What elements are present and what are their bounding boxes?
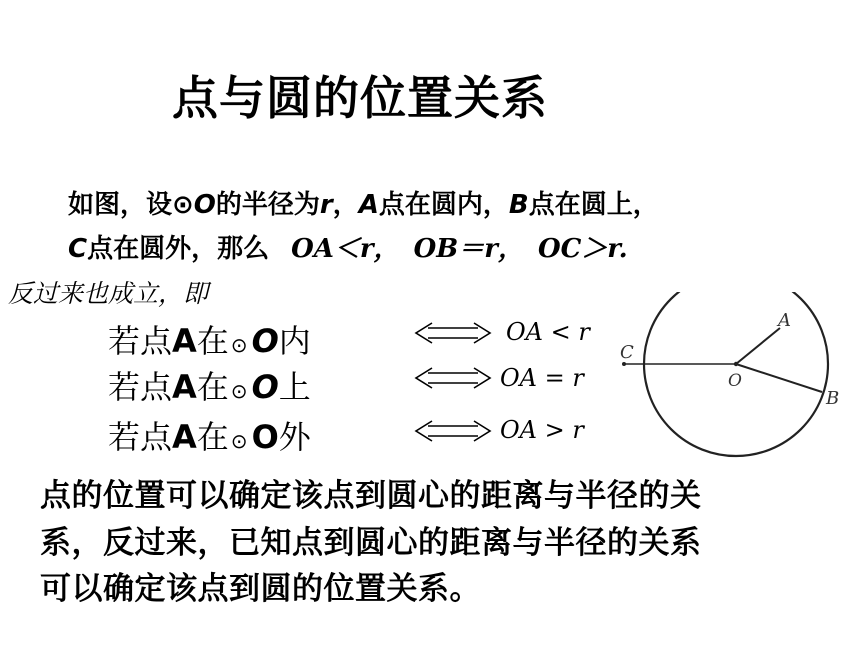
intro-text: 如图，设⊙ [68,190,194,220]
position-word: 内 [278,322,311,360]
conclusion-line-2: 系，反过来，已知点到圆心的距离与半径的关系 [40,525,702,561]
relation-less: OA < r [506,318,590,346]
point-b-label: B [508,190,529,220]
label-c: C [620,342,634,363]
converse-statement: 反过来也成立，即 [8,279,209,308]
center-label: O [251,322,279,360]
condition-outside [108,412,311,458]
intro-text: ， [332,190,359,220]
condition-text: 若点 [108,322,173,360]
intro-text: 点在圆外，那么 [87,234,270,264]
label-a: A [778,310,791,331]
point-c-label: C [68,234,88,264]
double-arrow-icon [414,420,492,442]
circle-symbol: ⊙ [230,333,248,357]
condition-text: 在 [196,418,229,456]
point-label: A [172,368,197,406]
condition-on [108,362,311,408]
intro-text: 点在圆上， [528,190,659,220]
condition-text: 在 [196,368,229,406]
double-arrow-icon [414,367,492,389]
segment-oa [736,328,780,364]
condition-text: 在 [196,322,229,360]
circle-diagram [618,292,850,464]
circle-symbol: ⊙ [230,379,248,403]
page-title: 点与圆的位置关系 [172,71,548,125]
center-label: O [251,368,279,406]
point-a-label: A [358,190,379,220]
center-label: O [251,418,279,456]
relation-greater: OA > r [500,416,584,444]
position-word: 外 [278,418,311,456]
condition-text: 若点 [108,418,173,456]
position-word: 上 [278,368,311,406]
segment-ob [736,364,822,392]
double-arrow-icon [414,322,492,344]
point-label: A [172,418,197,456]
condition-text: 若点 [108,368,173,406]
relation-equal: OA = r [500,364,584,392]
intro-line-2 [68,228,628,265]
intro-text: 的半径为 [215,190,320,220]
formula-oa: OA＜r， [291,234,400,264]
circle-center-label: O [193,190,216,220]
center-point [734,362,738,366]
intro-line-1 [68,184,659,221]
conclusion-line-1: 点的位置可以确定该点到圆心的距离与半径的关 [40,478,702,514]
formula-ob: OB＝r， [413,234,524,264]
label-o: O [728,371,742,391]
condition-inside [108,316,311,362]
circle-symbol: ⊙ [230,429,248,453]
point-label: A [172,322,197,360]
label-b: B [826,388,840,409]
formula-oc: OC＞r. [537,234,628,264]
conclusion-line-3: 可以确定该点到圆的位置关系。 [40,571,481,607]
intro-text: 点在圆内， [378,190,509,220]
radius-symbol: r [319,190,333,220]
